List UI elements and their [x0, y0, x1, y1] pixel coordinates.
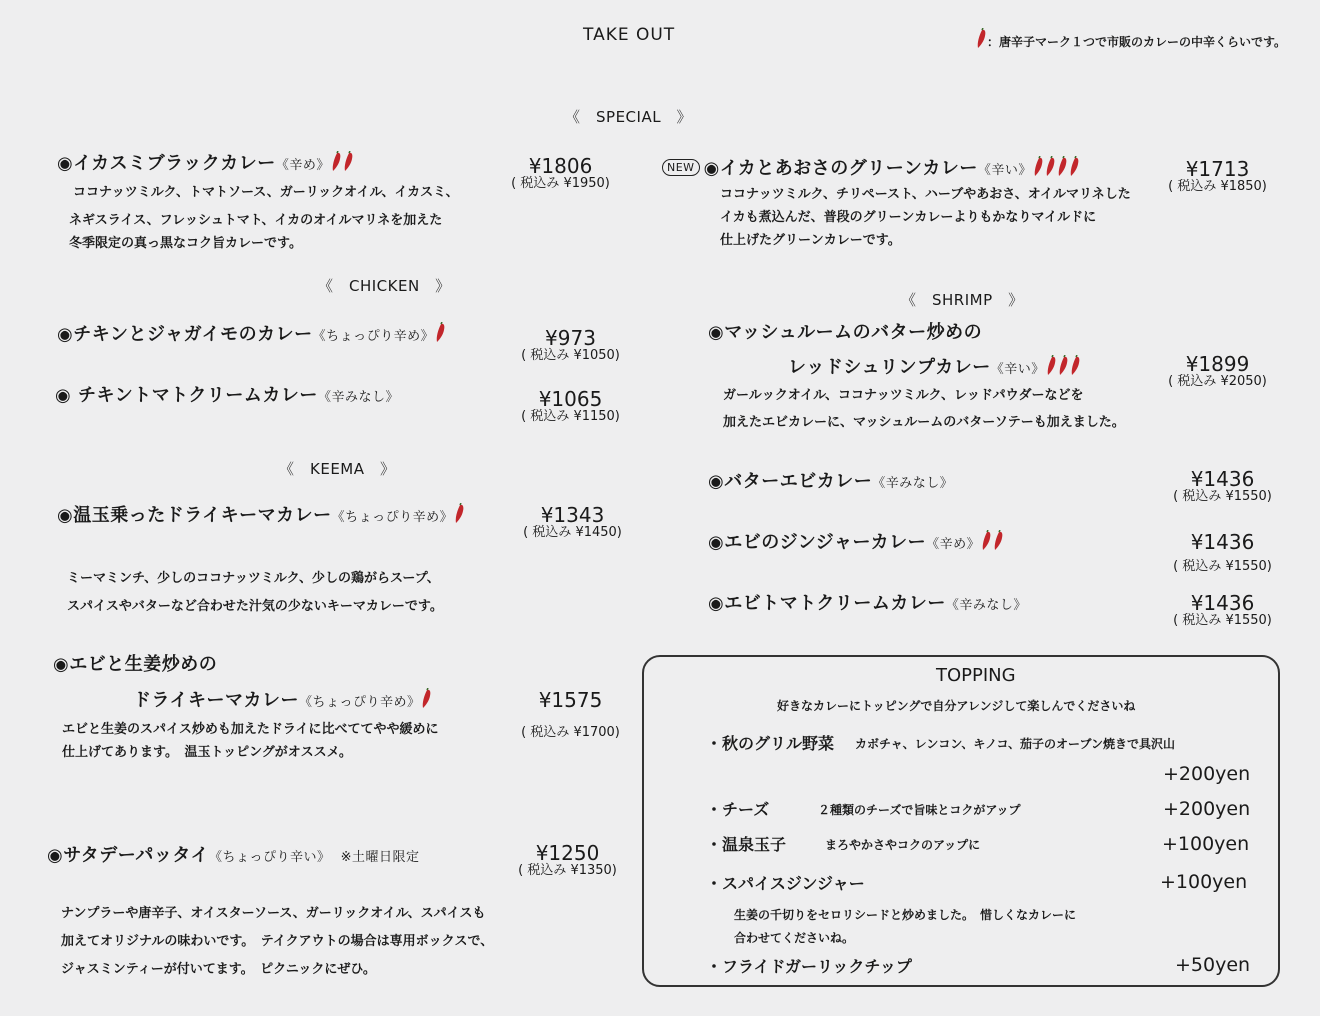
- topping-desc: まろやかさやコクのアップに: [825, 838, 981, 852]
- chili-icon: [981, 530, 992, 551]
- item-name: レッドシュリンプカレー: [788, 357, 991, 378]
- topping-name: ・秋のグリル野菜: [706, 734, 835, 753]
- menu-item-mushroom-line1: ◉マッシュルームのバター炒めの: [708, 322, 983, 343]
- section-special: 《 SPECIAL 》: [565, 108, 693, 126]
- spice-level: 《ちょっぴり辛め》: [331, 510, 454, 525]
- price-chicken-tomato: [508, 387, 633, 426]
- price-tax: ( 税込み ¥1950): [511, 176, 610, 191]
- spice-level: 《辛い》: [990, 362, 1045, 377]
- chili-icon: [1069, 156, 1080, 177]
- section-keema: 《 KEEMA 》: [279, 460, 396, 478]
- price-tax: ( 税込み ¥2050): [1168, 374, 1267, 389]
- topping-desc: 合わせてくださいね。: [734, 931, 855, 945]
- desc-mushroom-1: ガールックオイル、ココナッツミルク、レッドパウダーなどを: [723, 388, 1084, 403]
- chili-icon: [331, 151, 342, 172]
- spice-level: 《辛い》: [977, 163, 1032, 178]
- topping-price: +200yen: [1163, 798, 1251, 820]
- spice-legend: [975, 28, 1286, 50]
- chili-icon: [1045, 156, 1056, 177]
- menu-item-chicken-tomato: [55, 381, 399, 407]
- price: ¥1436: [1190, 591, 1255, 615]
- spice-level: 《ちょっぴり辛い》: [209, 850, 331, 865]
- limited-note: ※土曜日限定: [340, 850, 420, 865]
- spice-level: 《辛みなし》: [872, 476, 954, 491]
- topping-price: +200yen: [1163, 763, 1251, 785]
- price: ¥1713: [1185, 157, 1250, 181]
- desc-keema-egg-1: ミーマミンチ、少しのココナッツミルク、少しの鶏がらスープ、: [67, 571, 440, 586]
- item-name: ◉ チキントマトクリームカレー: [55, 385, 318, 406]
- price-butter-shrimp: [1160, 467, 1285, 506]
- desc-ikasumi-1: ココナッツミルク、トマトソース、ガーリックオイル、イカスミ、: [73, 185, 459, 200]
- menu-item-mushroom-line2: [788, 353, 1081, 379]
- topping-name: ・チーズ: [706, 800, 770, 819]
- page-title: TAKE OUT: [583, 25, 676, 45]
- price-tax: ( 税込み ¥1550): [1173, 489, 1272, 504]
- price-padthai: [505, 841, 630, 880]
- topping-price: +50yen: [1175, 954, 1251, 976]
- price-tax: ( 税込み ¥1050): [521, 348, 620, 363]
- chili-icon: [1046, 355, 1057, 376]
- price-ginger-shrimp: ¥1436: [1190, 530, 1255, 554]
- item-name: ◉エビトマトクリームカレー: [708, 593, 946, 614]
- price-keema-egg: [510, 503, 635, 542]
- price: ¥1250: [535, 841, 600, 865]
- topping-subtitle: 好きなカレーにトッピングで自分アレンジして楽しんでくださいね: [777, 699, 1136, 713]
- topping-desc: ２種類のチーズで旨味とコクがアップ: [818, 803, 1021, 817]
- desc-green-2: イカも煮込んだ、普段のグリーンカレーよりもかなりマイルドに: [720, 210, 1097, 225]
- price-tax: ( 税込み ¥1550): [1173, 613, 1272, 628]
- item-name: ◉チキンとジャガイモのカレー: [57, 324, 313, 345]
- price-mushroom: [1155, 352, 1280, 391]
- chili-icon: [993, 530, 1004, 551]
- price-tax: ( 税込み ¥1150): [521, 409, 620, 424]
- price: ¥1806: [528, 154, 593, 178]
- item-name: ◉バターエビカレー: [708, 471, 873, 492]
- new-badge: NEW: [662, 159, 700, 176]
- topping-desc: カボチャ、レンコン、キノコ、茄子のオーブン焼きで具沢山: [855, 737, 1175, 751]
- price-tax: ( 税込み ¥1850): [1168, 179, 1267, 194]
- desc-padthai-2: 加えてオリジナルの味わいです。 テイクアウトの場合は専用ボックスで、: [61, 934, 494, 949]
- price: ¥1065: [538, 387, 603, 411]
- desc-ikasumi-2: ネギスライス、フレッシュトマト、イカのオイルマリネを加えた: [69, 213, 443, 228]
- desc-green-1: ココナッツミルク、チリペースト、ハーブやあおさ、オイルマリネした: [720, 187, 1131, 202]
- chili-icon: [1033, 156, 1044, 177]
- section-chicken: 《 CHICKEN 》: [318, 277, 451, 295]
- menu-item-green: [662, 154, 1080, 180]
- price-tax-ginger-shrimp: ( 税込み ¥1550): [1173, 559, 1272, 574]
- desc-ikasumi-3: 冬季限定の真っ黒なコク旨カレーです。: [69, 236, 302, 251]
- desc-padthai-1: ナンプラーや唐辛子、オイスターソース、ガーリックオイル、スパイスも: [61, 906, 486, 921]
- menu-item-butter-shrimp: [708, 467, 953, 493]
- desc-keema-shrimp-2: 仕上げてあります。 温玉トッピングがオススメ。: [62, 745, 352, 760]
- spice-level: 《ちょっぴり辛め》: [312, 329, 435, 344]
- price-keema-shrimp: ¥1575: [538, 688, 603, 712]
- price: ¥1899: [1185, 352, 1250, 376]
- topping-price: +100yen: [1162, 833, 1250, 855]
- chili-icon: [976, 28, 987, 49]
- price-green: [1155, 157, 1280, 196]
- chili-icon: [454, 503, 465, 524]
- item-name: ◉イカとあおさのグリーンカレー: [703, 158, 978, 179]
- desc-keema-egg-2: スパイスやバターなど合わせた汁気の少ないキーマカレーです。: [67, 599, 443, 614]
- menu-item-ikasumi: [57, 149, 354, 175]
- menu-item-padthai: [47, 841, 419, 867]
- topping-name: ・温泉玉子: [706, 835, 787, 854]
- topping-desc: 生姜の千切りをセロリシードと炒めました。 惜しくなカレーに: [734, 908, 1077, 922]
- chili-icon: [343, 151, 354, 172]
- menu-item-keema-shrimp-line1: ◉エビと生姜炒めの: [53, 654, 218, 675]
- desc-keema-shrimp-1: エビと生姜のスパイス炒めも加えたドライに比べててやや緩めに: [62, 722, 439, 737]
- desc-padthai-3: ジャスミンティーが付いてます。 ピクニックにぜひ。: [61, 962, 376, 977]
- spice-level: 《辛め》: [926, 537, 981, 552]
- menu-item-keema-shrimp-line2: [133, 686, 432, 712]
- chili-icon: [1057, 156, 1068, 177]
- price: ¥973: [545, 326, 596, 350]
- chili-icon: [1058, 355, 1069, 376]
- spice-level: 《ちょっぴり辛め》: [298, 695, 421, 710]
- price: ¥1436: [1190, 467, 1255, 491]
- item-name: ◉サタデーパッタイ: [47, 845, 210, 866]
- price-chicken-potato: [508, 326, 633, 365]
- chili-icon: [1070, 355, 1081, 376]
- section-shrimp: 《 SHRIMP 》: [901, 291, 1024, 309]
- desc-mushroom-2: 加えたエビカレーに、マッシュルームのバターソテーも加えました。: [723, 415, 1125, 430]
- spice-level: 《辛みなし》: [945, 598, 1027, 613]
- item-name: ◉エビのジンジャーカレー: [708, 532, 927, 553]
- price-tomato-shrimp: [1160, 591, 1285, 630]
- spice-legend-text: ：唐辛子マーク１つで市販のカレーの中辛くらいです。: [987, 35, 1287, 49]
- chili-icon: [421, 688, 432, 709]
- price-tax: ( 税込み ¥1350): [518, 863, 617, 878]
- topping-name: ・フライドガーリックチップ: [706, 957, 912, 976]
- price-tax-keema-shrimp: ( 税込み ¥1700): [521, 725, 620, 740]
- item-name: ◉温玉乗ったドライキーマカレー: [57, 505, 332, 526]
- topping-price: +100yen: [1160, 871, 1248, 893]
- price-tax: ( 税込み ¥1450): [523, 525, 622, 540]
- price-ikasumi: [498, 154, 623, 193]
- topping-title: TOPPING: [936, 665, 1016, 686]
- price: ¥1343: [540, 503, 605, 527]
- spice-level: 《辛みなし》: [317, 390, 399, 405]
- item-name: ◉イカスミブラックカレー: [57, 153, 276, 174]
- menu-item-chicken-potato: [57, 320, 446, 346]
- menu-item-tomato-shrimp: [708, 589, 1027, 615]
- desc-green-3: 仕上げたグリーンカレーです。: [720, 233, 901, 248]
- item-name: ドライキーマカレー: [133, 690, 299, 711]
- spice-level: 《辛め》: [275, 158, 330, 173]
- menu-item-keema-egg: [57, 501, 465, 527]
- menu-item-ginger-shrimp: [708, 528, 1004, 554]
- chili-icon: [435, 322, 446, 343]
- topping-name: ・スパイスジンジャー: [706, 874, 865, 893]
